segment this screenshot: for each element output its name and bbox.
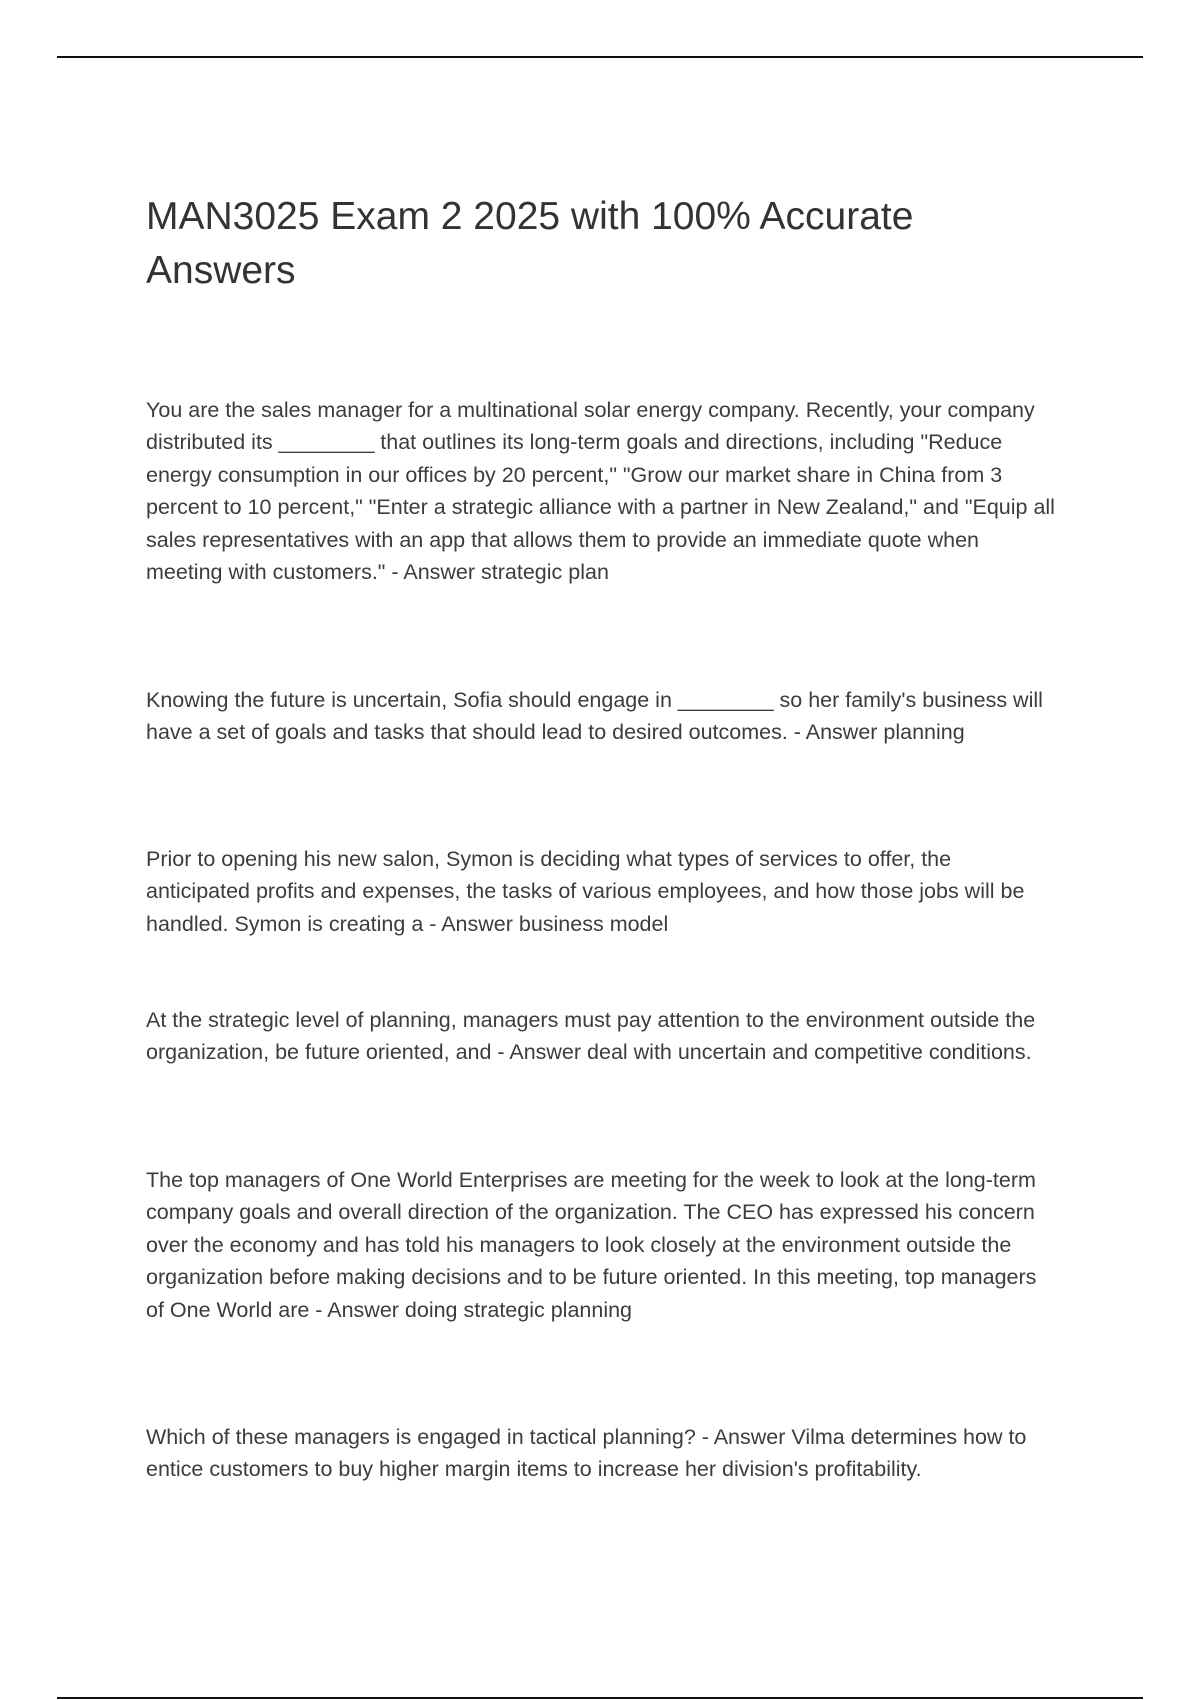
- qa-item: The top managers of One World Enterprises are meeting for the week to look at the long-term company goals and overall direction of the organization. The CEO has expressed his concern over the economy and has told his managers to look closely at the environment outside the organization before making decisions and to be future oriented. In this meeting, top managers of One World are - Answer doing strategic planning: [146, 1168, 1037, 1322]
- qa-item: Knowing the future is uncertain, Sofia should engage in ________ so her family's business will have a set of goals and tasks that should lead to desired outcomes. - Answer planning: [146, 688, 1043, 745]
- qa-item: Which of these managers is engaged in tactical planning? - Answer Vilma determines how to entice customers to buy higher margin items to increase her division's profitability.: [146, 1425, 1027, 1482]
- qa-item: Prior to opening his new salon, Symon is deciding what types of services to offer, the anticipated profits and expenses, the tasks of various employees, and how those jobs will be handled. Symon is creating a - Answer business model: [146, 847, 1025, 936]
- footer-rule: [57, 1697, 1143, 1699]
- qa-item: You are the sales manager for a multinational solar energy company. Recently, your company distributed its ________ that outlines its long-term goals and directions, including "Reduce energy consumption in our offices by 20 percent," "Grow our market share in China from 3 percent to 10 percent," "Enter a strategic alliance with a partner in New Zealand," and "Equip all sales representatives with an app that allows them to provide an immediate quote when meeting with customers." - Answer strategic plan: [146, 398, 1055, 585]
- header-rule: [57, 56, 1143, 58]
- document-title: MAN3025 Exam 2 2025 with 100% Accurate Answers: [146, 195, 914, 292]
- qa-item: At the strategic level of planning, managers must pay attention to the environment outside the organization, be future oriented, and - Answer deal with uncertain and competitive conditions.: [146, 1008, 1036, 1065]
